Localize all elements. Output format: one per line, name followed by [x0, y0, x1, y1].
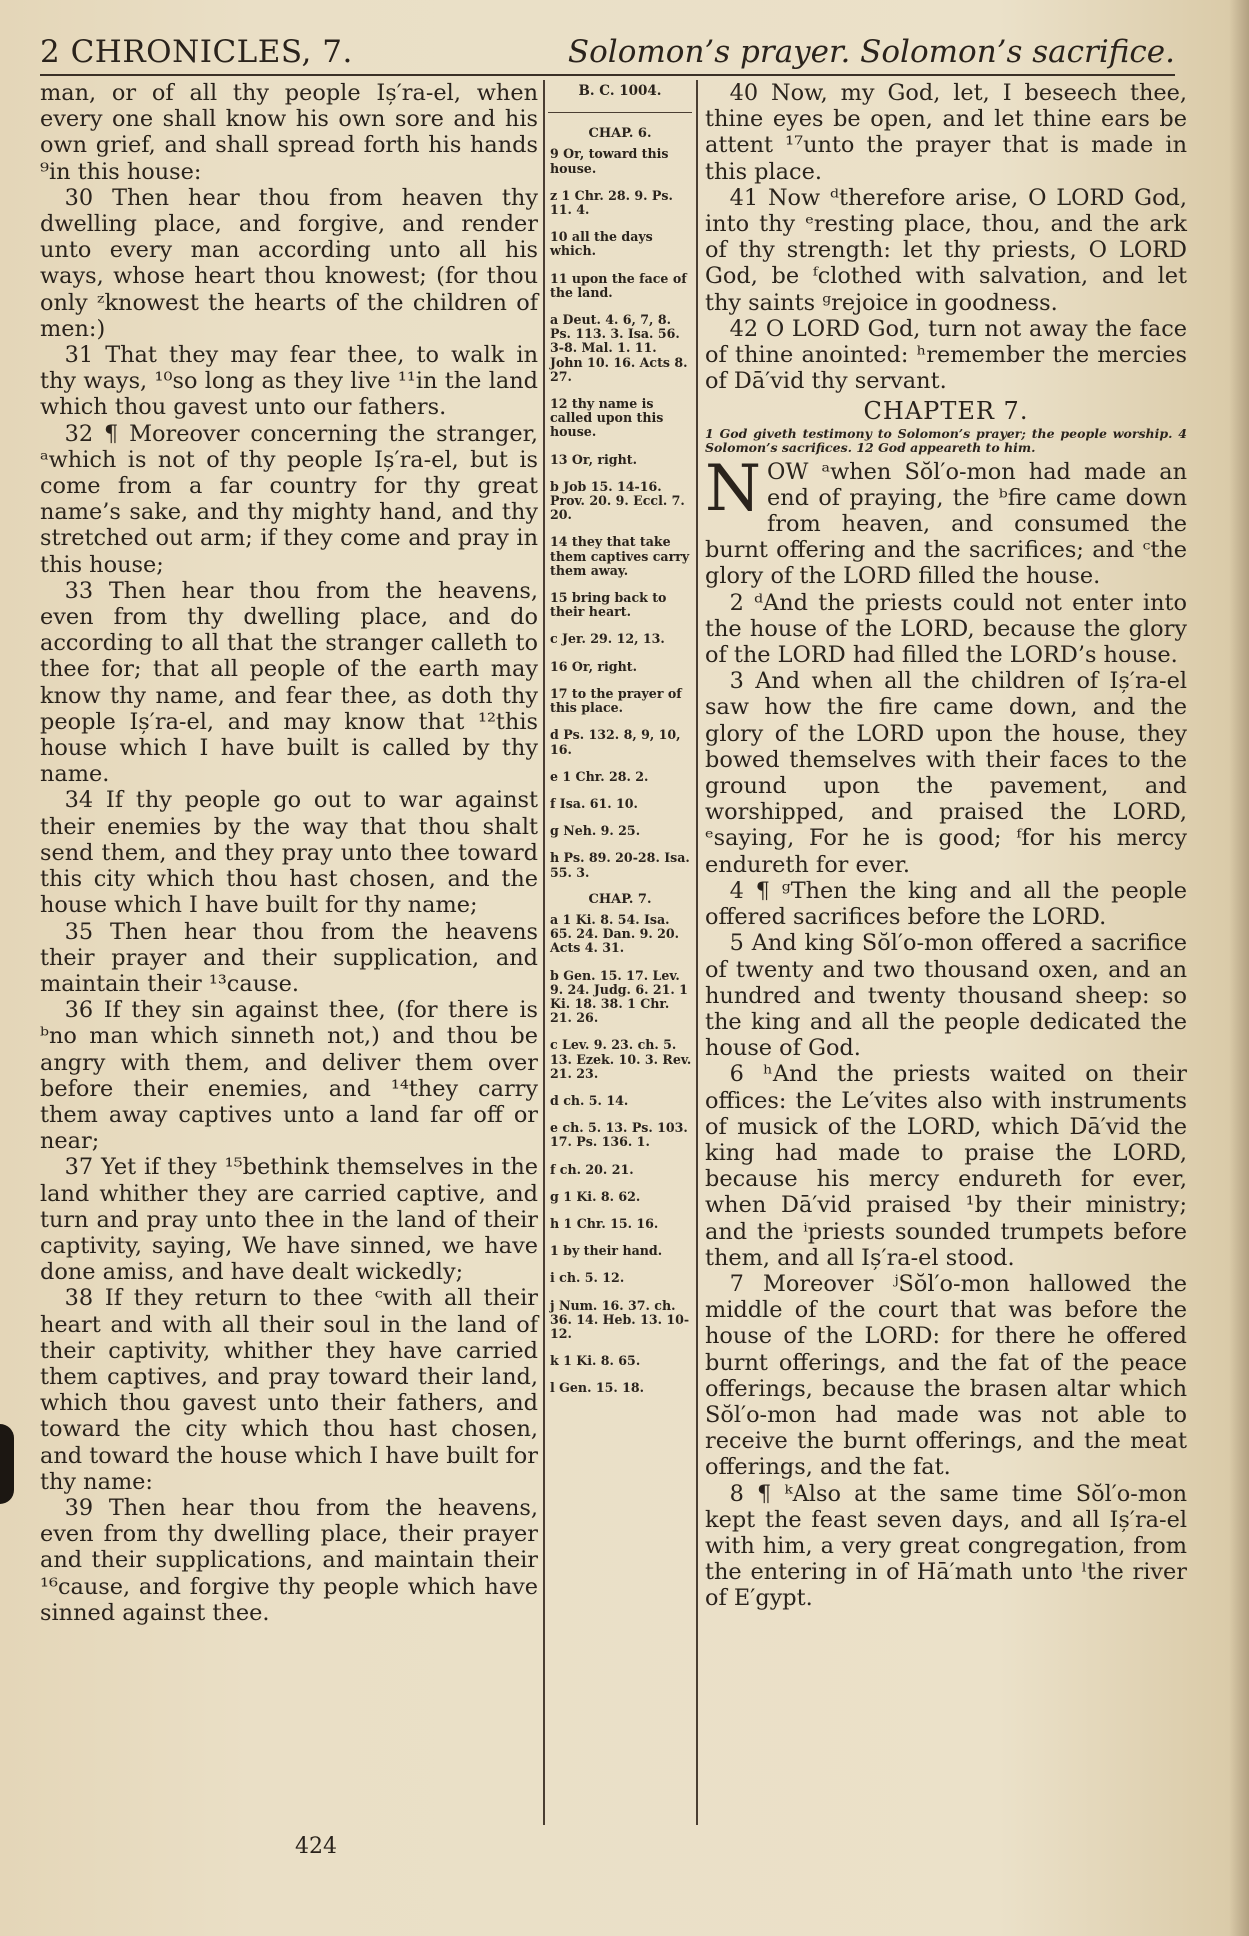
chap7-label: CHAP. 7. [588, 891, 652, 907]
reference-note: c Jer. 29. 12, 13. [550, 631, 665, 647]
reference-note: 17 to the prayer of this place. [550, 685, 682, 716]
thumb-index-tab [0, 1424, 14, 1504]
reference-note: b Job 15. 14-16. Prov. 20. 9. Eccl. 7. 20. [550, 478, 685, 523]
verse-7-4: 4 ¶ ᵍThen the king and all the people offered sacrifices before the LORD. [705, 877, 1187, 931]
verse-34: 34 If thy people go out to war against their enemies by the way that thou shalt send them, and they pray unto thee toward this city which thou hast chosen, and the house which I have built for thy name; [40, 787, 538, 919]
verse-31: 31 That they may fear thee, to walk in thy ways, ¹⁰so long as they live ¹¹in the land which thou gavest unto our fathers. [40, 342, 538, 421]
reference-note: i ch. 5. 12. [550, 1270, 625, 1286]
section-heading: Solomon’s prayer. Solomon’s sacrifice. [567, 34, 1175, 70]
verse-7-7: 7 Moreover ʲSŏl′o-mon hallowed the middle of the court that was before the house of the LORD: for there he offered burnt offerings, and the fat of the peace offerings, because the brasen altar which Sŏl′o-mon had made was not able to receive the burnt offerings, and the meat offerings, and the fat. [705, 1270, 1187, 1481]
chapter-summary: 1 God giveth testimony to Solomon’s prayer; the people worship. 4 Solomon’s sacrifices. 12 God appeareth to him. [705, 425, 1187, 455]
reference-note: f ch. 20. 21. [550, 1161, 634, 1177]
reference-note: l Gen. 15. 18. [550, 1380, 645, 1396]
verse-42: 42 O LORD God, turn not away the face of thine anointed: ʰremember the mercies of Dā′vid thy servant. [705, 315, 1187, 395]
reference-note: g Neh. 9. 25. [550, 823, 641, 839]
verse-7-8: 8 ¶ ᵏAlso at the same time Sŏl′o-mon kept the feast seven days, and all Iș′ra-el with him, a very great congregation, from the entering in of Hā′math unto ˡthe river of E′gypt. [705, 1480, 1187, 1612]
verse-7-2: 2 ᵈAnd the priests could not enter into the house of the LORD, because the glory of the LORD had filled the LORD’s house. [705, 589, 1187, 669]
running-header [40, 34, 1175, 76]
reference-note: 10 all the days which. [550, 229, 653, 259]
reference-note: 11 upon the face of the land. [550, 270, 687, 300]
reference-note: d ch. 5. 14. [550, 1092, 629, 1108]
right-text-column [705, 80, 1187, 1612]
reference-note: c Lev. 9. 23. ch. 5. 13. Ezek. 10. 3. Rev. 21. 23. [550, 1037, 692, 1081]
reference-note: b Gen. 15. 17. Lev. 9. 24. Judg. 6. 21. 1 Ki. 18. 38. 1 Chr. 21. 26. [550, 967, 688, 1026]
reference-note: e ch. 5. 13. Ps. 103. 17. Ps. 136. 1. [550, 1120, 688, 1150]
chap6-label: CHAP. 6. [588, 126, 652, 142]
verse-32: 32 ¶ Moreover concerning the stranger, ᵃwhich is not of thy people Iș′ra-el, but is come from a far country for thy great name’s sake, and thy mighty hand, and thy stretched out arm; if they come and pray in this house; [40, 420, 538, 578]
verse-37: 37 Yet if they ¹⁵bethink themselves in the land whither they are carried captive, and turn and pray unto thee in the land of their captivity, saying, We have sinned, we have done amiss, and have dealt wickedly; [40, 1154, 538, 1286]
reference-note: h Ps. 89. 20-28. Isa. 55. 3. [550, 850, 690, 880]
column-divider-right [696, 80, 698, 1825]
reference-note: 12 thy name is called upon this house. [550, 396, 664, 440]
column-divider-left [543, 80, 545, 1825]
verse-36: 36 If they sin against thee, (for there is ᵇno man which sinneth not,) and thou be angry with them, and deliver them over before their enemies, and ¹⁴they carry them away captives unto a land far off or near; [40, 997, 538, 1155]
verse-7-1 [705, 451, 1187, 590]
verse-38: 38 If they return to thee ᶜwith all their heart and with all their soul in the land of their captivity, whither they have carried them captives, and pray toward their land, which thou gavest unto their fathers, and toward the city which thou hast chosen, and toward the house which I have built for thy name: [40, 1285, 538, 1495]
verse-30: 30 Then hear thou from heaven thy dwelling place, and forgive, and render unto every man according unto all his ways, whose heart thou knowest; (for thou only ᶻknowest the hearts of the children of men:) [40, 184, 538, 342]
reference-note: 9 Or, toward this house. [550, 146, 669, 176]
reference-note: 15 bring back to their heart. [550, 590, 667, 620]
verse-29-end: man, or of all thy people Iș′ra-el, when every one shall know his own sore and his own grief, and shall spread forth his hands ⁹in this house: [40, 80, 538, 185]
reference-note: e 1 Chr. 28. 2. [550, 768, 649, 784]
reference-note: 16 Or, right. [550, 658, 637, 674]
verse-7-5: 5 And king Sŏl′o-mon offered a sacrifice of twenty and two thousand oxen, and an hundred and twenty thousand sheep: so the king and all the people dedicated the house of God. [705, 930, 1187, 1062]
era-date: B. C. 1004. [548, 84, 692, 113]
verse-40: 40 Now, my God, let, I beseech thee, thine eyes be open, and let thine ears be attent ¹⁷unto the prayer that is made in this place. [705, 80, 1187, 185]
reference-note: j Num. 16. 37. ch. 36. 14. Heb. 13. 10-12. [550, 1297, 690, 1341]
reference-note: h 1 Chr. 15. 16. [550, 1215, 659, 1231]
page-number: 424 [295, 1834, 337, 1859]
verse-33: 33 Then hear thou from the heavens, even from thy dwelling place, and do according to all that the stranger calleth to thee for; that all people of the earth may know thy name, and fear thee, as doth thy people Iș′ra-el, and may know that ¹²this house which I have built is called by thy name. [40, 577, 538, 788]
verse-7-1-text: OW ᵃwhen Sŏl′o-mon had made an end of praying, the ᵇfire came down from heaven, and consumed the burnt offering and the sacrifices; and ᶜthe glory of the LORD filled the house. [705, 458, 1187, 590]
reference-note: a 1 Ki. 8. 54. Isa. 65. 24. Dan. 9. 20. Acts 4. 31. [550, 911, 680, 956]
drop-cap: N [705, 451, 761, 526]
book-chapter-heading: 2 CHRONICLES, 7. [40, 34, 353, 70]
chapter-title: CHAPTER 7. [863, 397, 1029, 426]
reference-note: 1 by their hand. [550, 1243, 663, 1259]
reference-note: a Deut. 4. 6, 7, 8. Ps. 113. 3. Isa. 56. 3-8. Mal. 1. 11. John 10. 16. Acts 8. 27. [550, 312, 688, 384]
reference-note: f Isa. 61. 10. [550, 795, 638, 811]
reference-note: z 1 Chr. 28. 9. Ps. 11. 4. [550, 187, 673, 218]
reference-note: 14 they that take them captives carry them away. [550, 534, 690, 578]
verse-35: 35 Then hear thou from the heavens their prayer and their supplication, and maintain their ¹³cause. [40, 918, 538, 997]
verse-39: 39 Then hear thou from the heavens, even from thy dwelling place, their prayer and their supplications, and maintain their ¹⁶cause, and forgive thy people which have sinned against thee. [40, 1494, 538, 1626]
reference-note: 13 Or, right. [550, 451, 637, 467]
reference-note: g 1 Ki. 8. 62. [550, 1188, 641, 1204]
reference-note: d Ps. 132. 8, 9, 10, 16. [550, 727, 681, 757]
verse-7-3: 3 And when all the children of Iș′ra-el saw how the fire came down, and the glory of the LORD upon the house, they bowed themselves with their faces to the ground upon the pavement, and worshipped, and praised the LORD, ᵉsaying, For he is good; ᶠfor his mercy endureth for ever. [705, 668, 1187, 878]
center-reference-column [548, 84, 692, 1409]
verse-41: 41 Now ᵈtherefore arise, O LORD God, into thy ᵉresting place, thou, and the ark of thy strength: let thy priests, O LORD God, be ᶠclothed with salvation, and let thy saints ᵍrejoice in goodness. [705, 184, 1187, 316]
page-edge-shadow [1229, 0, 1249, 1936]
verse-7-6: 6 ʰAnd the priests waited on their offices: the Le′vites also with instruments of musick of the LORD, which Dā′vid the king had made to praise the LORD, because his mercy endureth for ever, when Dā′vid praised ¹by their ministry; and the ⁱpriests sounded trumpets before them, and all Iș′ra-el stood. [705, 1061, 1187, 1271]
left-text-column [40, 80, 538, 1626]
reference-note: k 1 Ki. 8. 65. [550, 1353, 641, 1369]
